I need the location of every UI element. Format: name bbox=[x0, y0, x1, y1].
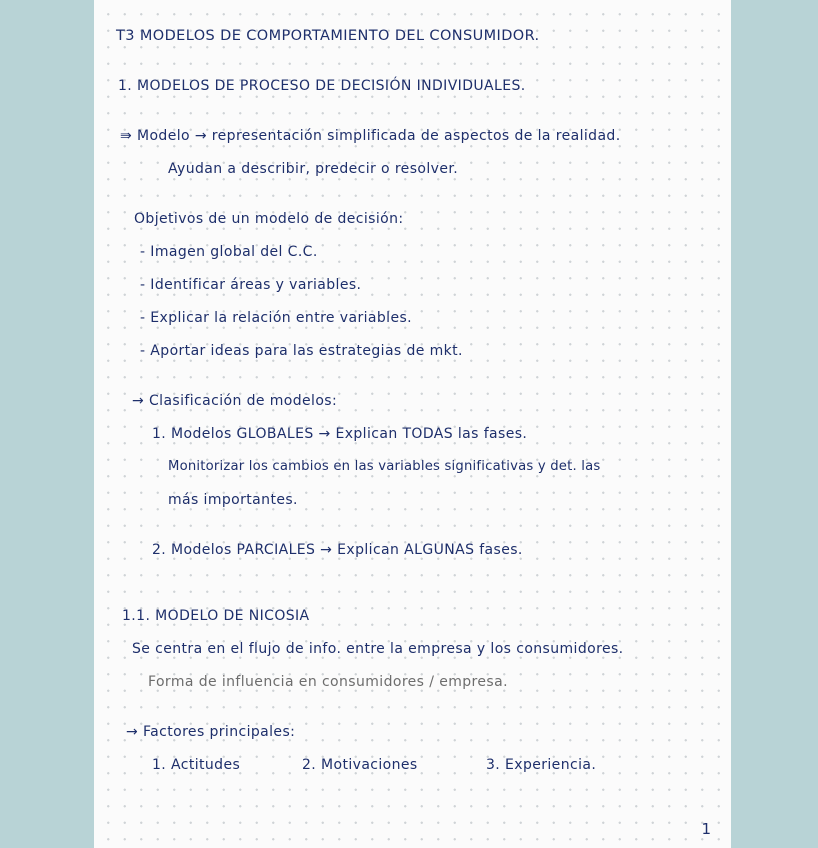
model-definition: ⇛ Modelo → representación simplificada de aspectos de la realidad. bbox=[120, 128, 621, 144]
objective-item: - Identificar áreas y variables. bbox=[140, 277, 362, 293]
factor-item: 3. Experiencia. bbox=[486, 757, 597, 773]
nicosia-description: Se centra en el flujo de info. entre la empresa y los consumidores. bbox=[132, 641, 624, 657]
objective-item: - Explicar la relación entre variables. bbox=[140, 310, 413, 326]
global-models-item: 1. Modelos GLOBALES → Explican TODAS las fases. bbox=[152, 426, 528, 442]
objective-item: - Aportar ideas para las estrategias de mkt. bbox=[140, 343, 463, 359]
nicosia-note: Forma de influencia en consumidores / empresa. bbox=[148, 674, 508, 690]
section-heading-decision-models: 1. MODELOS DE PROCESO DE DECISIÓN INDIVIDUALES. bbox=[118, 78, 526, 94]
factors-heading: → Factores principales: bbox=[126, 724, 296, 740]
notebook-page bbox=[94, 0, 731, 848]
partial-models-item: 2. Modelos PARCIALES → Explican ALGUNAS fases. bbox=[152, 542, 523, 558]
objectives-heading: Objetivos de un modelo de decisión: bbox=[134, 211, 404, 227]
page-title: T3 MODELOS DE COMPORTAMIENTO DEL CONSUMIDOR. bbox=[116, 28, 540, 44]
factor-item: 1. Actitudes bbox=[152, 757, 241, 773]
page-number: 1 bbox=[701, 820, 711, 838]
section-heading-nicosia: 1.1. MODELO DE NICOSIA bbox=[122, 608, 310, 624]
classification-heading: → Clasificación de modelos: bbox=[132, 393, 338, 409]
model-purpose: Ayudan a describir, predecir o resolver. bbox=[168, 161, 459, 177]
global-models-note-continued: más importantes. bbox=[168, 492, 298, 508]
objective-item: - Imagen global del C.C. bbox=[140, 244, 318, 260]
factor-item: 2. Motivaciones bbox=[302, 757, 418, 773]
global-models-note: Monitorizar los cambios en las variables significativas y det. las bbox=[168, 459, 601, 474]
